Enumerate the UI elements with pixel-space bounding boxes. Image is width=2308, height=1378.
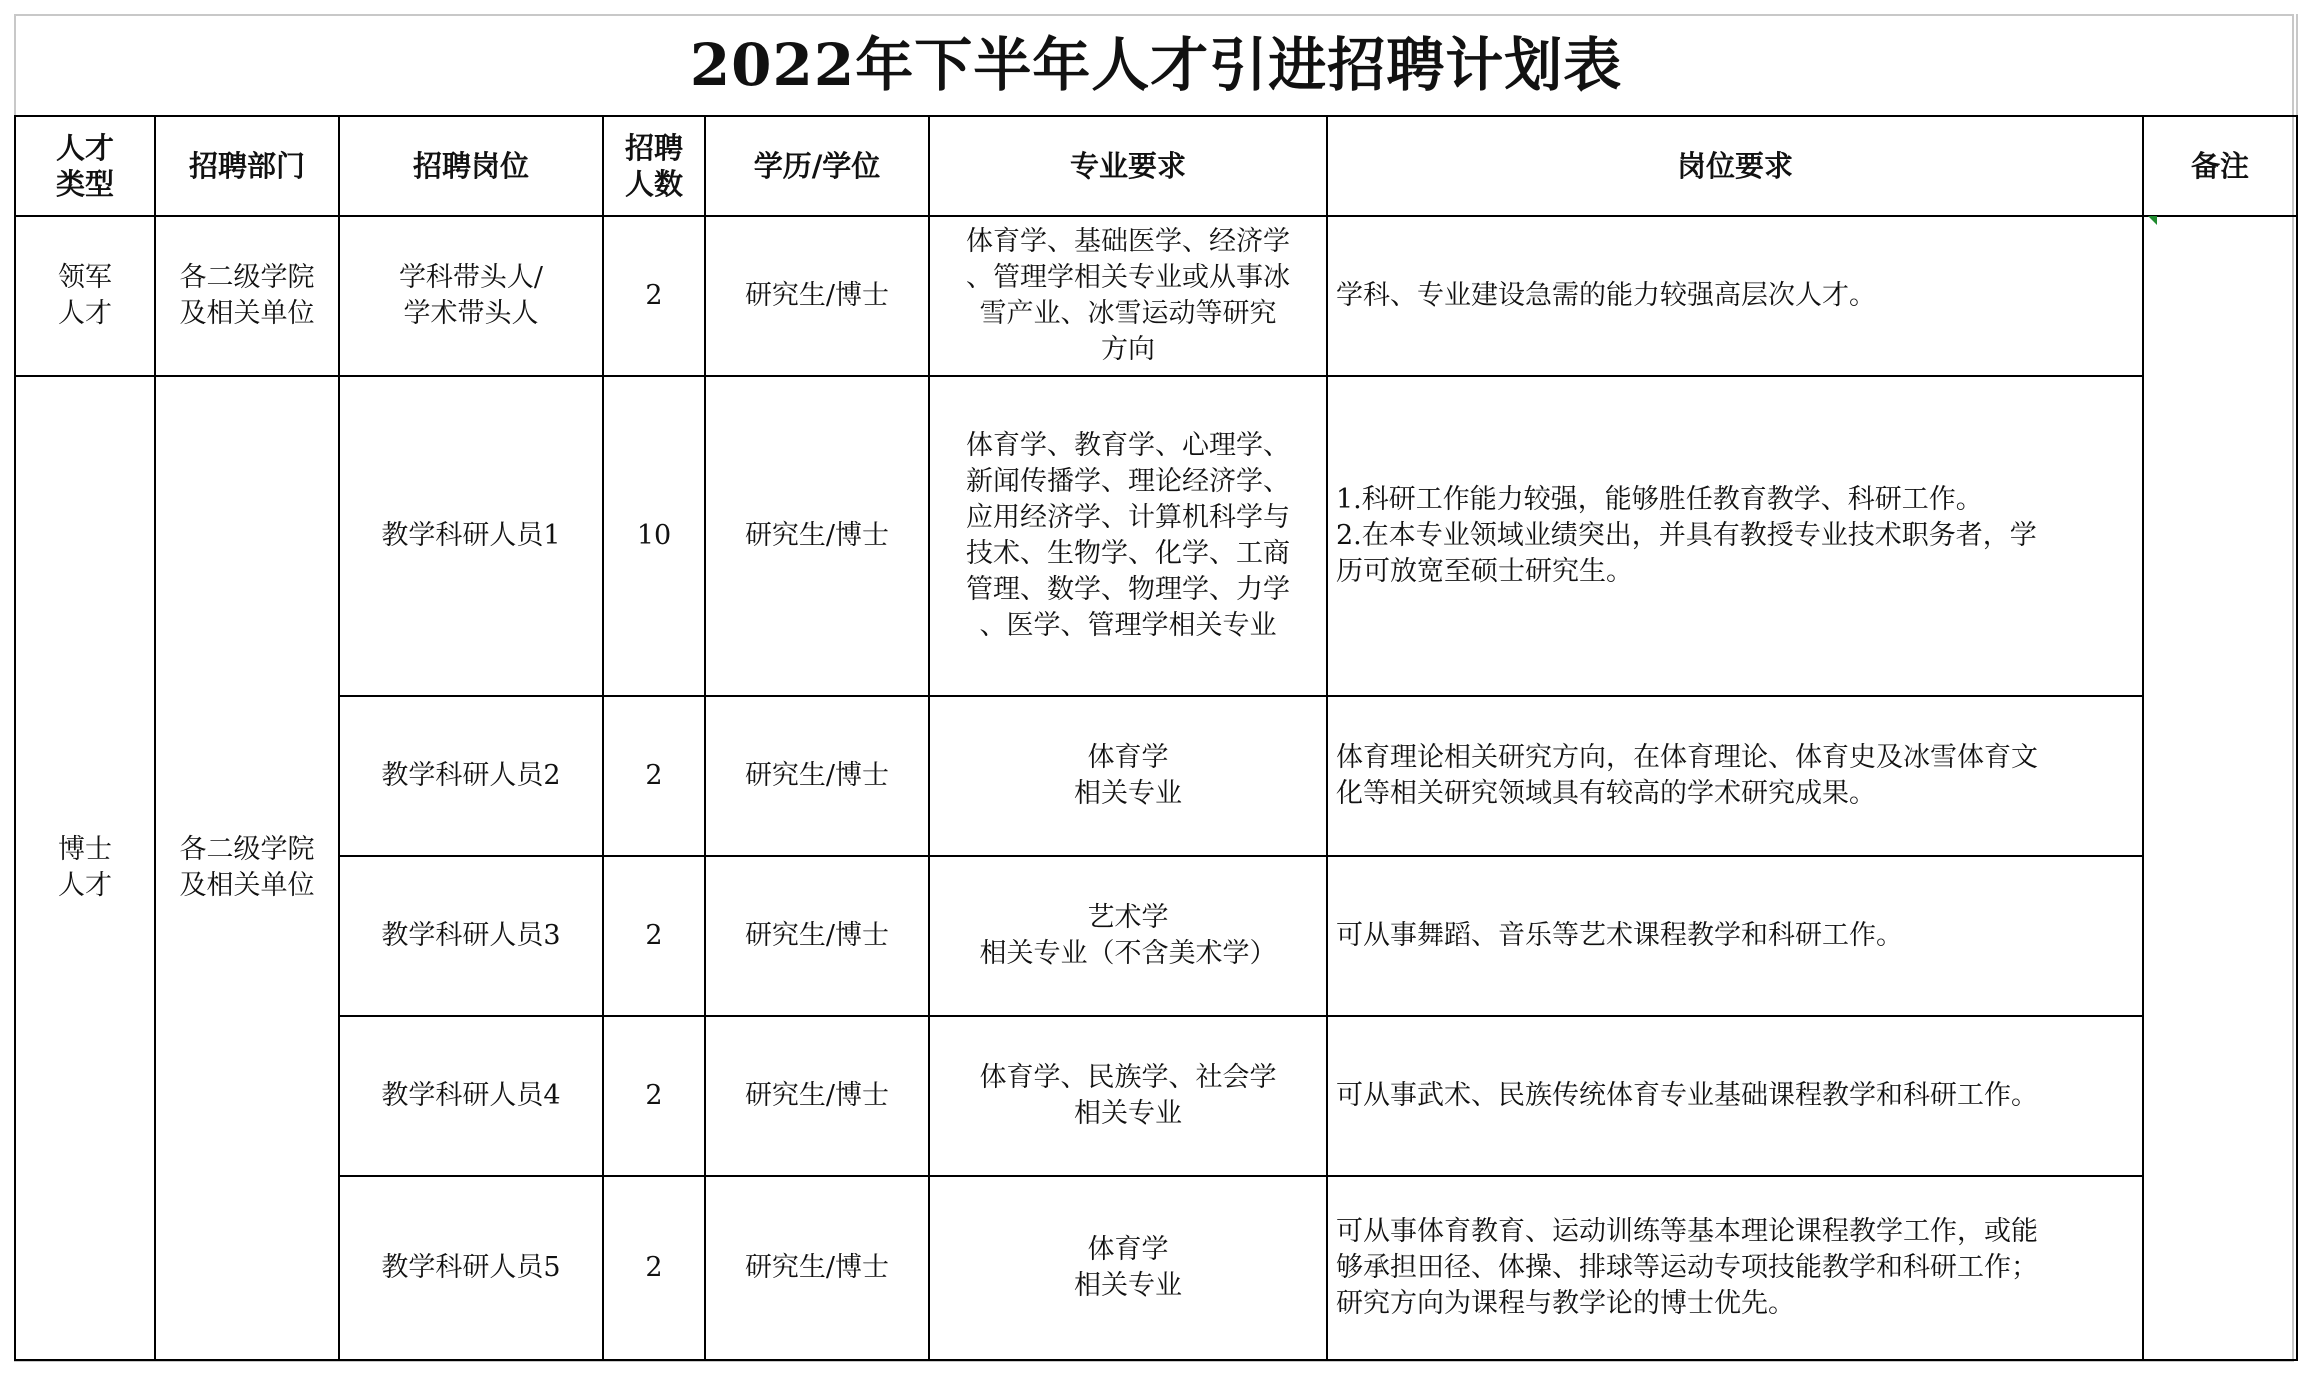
remark-cell bbox=[2143, 216, 2297, 1360]
department-cell: 各二级学院 及相关单位 bbox=[155, 216, 339, 376]
requirement-cell: 学科、专业建设急需的能力较强高层次人才。 bbox=[1327, 216, 2143, 376]
talent-type-cell: 博士 人才 bbox=[15, 376, 155, 1360]
header-talent-type: 人才 类型 bbox=[15, 116, 155, 216]
table-row bbox=[15, 216, 2297, 376]
position-cell: 学科带头人/ 学术带头人 bbox=[339, 216, 603, 376]
degree-cell: 研究生/博士 bbox=[705, 856, 929, 1016]
count-cell: 2 bbox=[603, 1016, 705, 1176]
position-cell: 教学科研人员4 bbox=[339, 1016, 603, 1176]
recruitment-plan-table bbox=[14, 14, 2298, 1361]
position-cell: 教学科研人员3 bbox=[339, 856, 603, 1016]
degree-cell: 研究生/博士 bbox=[705, 216, 929, 376]
header-degree: 学历/学位 bbox=[705, 116, 929, 216]
header-requirement: 岗位要求 bbox=[1327, 116, 2143, 216]
degree-cell: 研究生/博士 bbox=[705, 1176, 929, 1360]
table-row bbox=[15, 1016, 2297, 1176]
major-cell: 体育学、教育学、心理学、 新闻传播学、理论经济学、 应用经济学、计算机科学与 技术、生物学、化学、工商 管理、数学、物理学、力学 、医学、管理学相关专业 bbox=[929, 376, 1327, 696]
position-cell: 教学科研人员2 bbox=[339, 696, 603, 856]
header-count: 招聘 人数 bbox=[603, 116, 705, 216]
table-row bbox=[15, 696, 2297, 856]
count-cell: 2 bbox=[603, 696, 705, 856]
degree-cell: 研究生/博士 bbox=[705, 696, 929, 856]
requirement-cell: 1.科研工作能力较强，能够胜任教育教学、科研工作。 2.在本专业领域业绩突出，并具有教授专业技术职务者，学 历可放宽至硕士研究生。 bbox=[1327, 376, 2143, 696]
requirement-cell: 可从事武术、民族传统体育专业基础课程教学和科研工作。 bbox=[1327, 1016, 2143, 1176]
degree-cell: 研究生/博士 bbox=[705, 376, 929, 696]
major-cell: 体育学 相关专业 bbox=[929, 696, 1327, 856]
requirement-cell: 可从事体育教育、运动训练等基本理论课程教学工作，或能 够承担田径、体操、排球等运动专项技能教学和科研工作； 研究方向为课程与教学论的博士优先。 bbox=[1327, 1176, 2143, 1360]
table-row bbox=[15, 856, 2297, 1016]
header-remark: 备注 bbox=[2143, 116, 2297, 216]
major-cell: 体育学、民族学、社会学 相关专业 bbox=[929, 1016, 1327, 1176]
header-row bbox=[15, 116, 2297, 216]
count-cell: 2 bbox=[603, 216, 705, 376]
major-cell: 体育学、基础医学、经济学 、管理学相关专业或从事冰 雪产业、冰雪运动等研究 方向 bbox=[929, 216, 1327, 376]
count-cell: 2 bbox=[603, 856, 705, 1016]
degree-cell: 研究生/博士 bbox=[705, 1016, 929, 1176]
position-cell: 教学科研人员1 bbox=[339, 376, 603, 696]
table-row bbox=[15, 1176, 2297, 1360]
major-cell: 艺术学 相关专业（不含美术学） bbox=[929, 856, 1327, 1016]
table-title: 2022年下半年人才引进招聘计划表 bbox=[15, 14, 2297, 116]
header-department: 招聘部门 bbox=[155, 116, 339, 216]
count-cell: 10 bbox=[603, 376, 705, 696]
comment-marker-icon bbox=[2148, 216, 2157, 225]
count-cell: 2 bbox=[603, 1176, 705, 1360]
major-cell: 体育学 相关专业 bbox=[929, 1176, 1327, 1360]
header-major: 专业要求 bbox=[929, 116, 1327, 216]
position-cell: 教学科研人员5 bbox=[339, 1176, 603, 1360]
table-row bbox=[15, 376, 2297, 696]
requirement-cell: 体育理论相关研究方向，在体育理论、体育史及冰雪体育文 化等相关研究领域具有较高的学术研究成果。 bbox=[1327, 696, 2143, 856]
requirement-cell: 可从事舞蹈、音乐等艺术课程教学和科研工作。 bbox=[1327, 856, 2143, 1016]
department-cell: 各二级学院 及相关单位 bbox=[155, 376, 339, 1360]
talent-type-cell: 领军 人才 bbox=[15, 216, 155, 376]
header-position: 招聘岗位 bbox=[339, 116, 603, 216]
